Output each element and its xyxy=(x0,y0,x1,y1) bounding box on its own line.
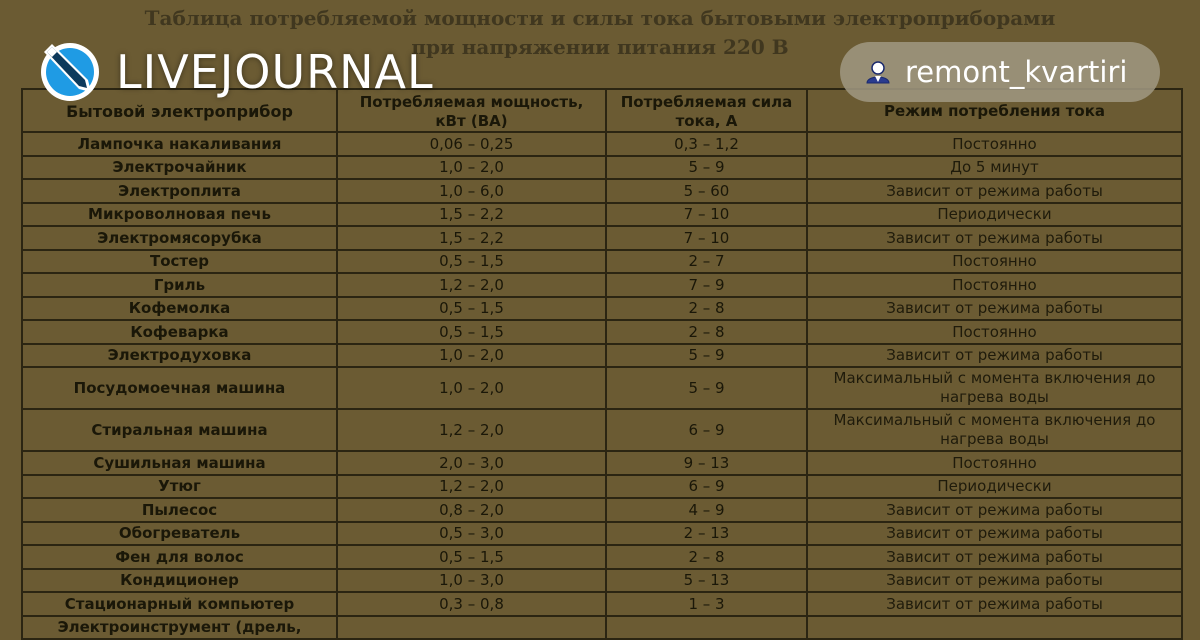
current-cell: 1 – 3 xyxy=(606,592,807,616)
power-cell: 1,0 – 6,0 xyxy=(337,179,606,203)
appliance-cell: Электроплита xyxy=(22,179,337,203)
table-row xyxy=(22,320,1182,344)
table-row xyxy=(22,156,1182,180)
header-current: Потребляемая сила тока, А xyxy=(606,89,807,132)
mode-cell: Зависит от режима работы xyxy=(807,297,1182,321)
power-cell: 0,5 – 1,5 xyxy=(337,545,606,569)
power-cell: 1,5 – 2,2 xyxy=(337,226,606,250)
mode-cell: Зависит от режима работы xyxy=(807,522,1182,546)
appliance-cell: Утюг xyxy=(22,475,337,499)
current-cell: 2 – 13 xyxy=(606,522,807,546)
appliance-cell: Кофемолка xyxy=(22,297,337,321)
mode-cell: Зависит от режима работы xyxy=(807,545,1182,569)
table-row xyxy=(22,203,1182,227)
current-cell: 5 – 13 xyxy=(606,569,807,593)
table-row xyxy=(22,545,1182,569)
power-cell xyxy=(337,616,606,640)
current-cell: 9 – 13 xyxy=(606,451,807,475)
power-cell: 1,5 – 2,2 xyxy=(337,203,606,227)
power-cell: 1,0 – 3,0 xyxy=(337,569,606,593)
table-row xyxy=(22,522,1182,546)
power-cell: 0,3 – 0,8 xyxy=(337,592,606,616)
appliance-cell: Обогреватель xyxy=(22,522,337,546)
current-cell: 7 – 10 xyxy=(606,203,807,227)
background-title-line1: Таблица потребляемой мощности и силы тока бытовыми электроприборами xyxy=(144,6,1056,30)
power-cell: 1,2 – 2,0 xyxy=(337,475,606,499)
table-row xyxy=(22,226,1182,250)
mode-cell: Зависит от режима работы xyxy=(807,498,1182,522)
background-title-line2: при напряжении питания 220 В xyxy=(411,35,789,59)
current-cell: 5 – 60 xyxy=(606,179,807,203)
mode-cell: Постоянно xyxy=(807,273,1182,297)
table-row xyxy=(22,498,1182,522)
current-cell: 2 – 8 xyxy=(606,297,807,321)
mode-cell: Постоянно xyxy=(807,132,1182,156)
appliance-cell: Стационарный компьютер xyxy=(22,592,337,616)
current-cell: 4 – 9 xyxy=(606,498,807,522)
current-cell: 6 – 9 xyxy=(606,409,807,451)
appliance-cell: Электромясорубка xyxy=(22,226,337,250)
appliance-cell: Пылесос xyxy=(22,498,337,522)
current-cell: 2 – 8 xyxy=(606,320,807,344)
mode-cell: Зависит от режима работы xyxy=(807,226,1182,250)
mode-cell: Зависит от режима работы xyxy=(807,569,1182,593)
current-cell: 7 – 9 xyxy=(606,273,807,297)
appliance-cell: Гриль xyxy=(22,273,337,297)
power-cell: 0,8 – 2,0 xyxy=(337,498,606,522)
current-cell: 7 – 10 xyxy=(606,226,807,250)
mode-cell: Максимальный с момента включения до нагрева воды xyxy=(807,367,1182,409)
power-cell: 1,2 – 2,0 xyxy=(337,273,606,297)
current-cell: 2 – 7 xyxy=(606,250,807,274)
appliance-cell: Электродуховка xyxy=(22,344,337,368)
power-cell: 1,0 – 2,0 xyxy=(337,367,606,409)
table-row xyxy=(22,616,1182,640)
appliance-cell: Сушильная машина xyxy=(22,451,337,475)
appliance-cell: Электрочайник xyxy=(22,156,337,180)
appliance-cell: Электроинструмент (дрель, xyxy=(22,616,337,640)
table-row xyxy=(22,132,1182,156)
author-link[interactable] xyxy=(840,42,1160,102)
mode-cell: Постоянно xyxy=(807,320,1182,344)
current-cell: 6 – 9 xyxy=(606,475,807,499)
username: remont_kvartiri xyxy=(905,55,1128,89)
current-cell: 5 – 9 xyxy=(606,367,807,409)
mode-cell: До 5 минут xyxy=(807,156,1182,180)
header-appliance: Бытовой электроприбор xyxy=(22,89,337,132)
power-cell: 0,5 – 3,0 xyxy=(337,522,606,546)
mode-cell: Зависит от режима работы xyxy=(807,592,1182,616)
table-row xyxy=(22,569,1182,593)
power-cell: 1,2 – 2,0 xyxy=(337,409,606,451)
appliance-cell: Лампочка накаливания xyxy=(22,132,337,156)
power-cell: 0,5 – 1,5 xyxy=(337,320,606,344)
power-cell: 1,0 – 2,0 xyxy=(337,344,606,368)
table-row xyxy=(22,592,1182,616)
table-row xyxy=(22,250,1182,274)
current-cell xyxy=(606,616,807,640)
user-icon xyxy=(865,59,891,85)
appliance-cell: Стиральная машина xyxy=(22,409,337,451)
power-cell: 1,0 – 2,0 xyxy=(337,156,606,180)
table-row xyxy=(22,179,1182,203)
brand-name: LIVEJOURNAL xyxy=(116,45,434,99)
mode-cell: Максимальный с момента включения до нагрева воды xyxy=(807,409,1182,451)
appliance-cell: Тостер xyxy=(22,250,337,274)
header-power: Потребляемая мощность, кВт (ВА) xyxy=(337,89,606,132)
current-cell: 0,3 – 1,2 xyxy=(606,132,807,156)
mode-cell: Зависит от режима работы xyxy=(807,179,1182,203)
power-cell: 0,5 – 1,5 xyxy=(337,250,606,274)
table-row xyxy=(22,367,1182,409)
table-body xyxy=(22,132,1182,639)
table-row xyxy=(22,344,1182,368)
mode-cell: Постоянно xyxy=(807,451,1182,475)
mode-cell xyxy=(807,616,1182,640)
appliance-cell: Микроволновая печь xyxy=(22,203,337,227)
appliance-cell: Кондиционер xyxy=(22,569,337,593)
power-cell: 0,06 – 0,25 xyxy=(337,132,606,156)
livejournal-logo[interactable] xyxy=(40,42,434,102)
mode-cell: Периодически xyxy=(807,475,1182,499)
mode-cell: Зависит от режима работы xyxy=(807,344,1182,368)
appliance-cell: Посудомоечная машина xyxy=(22,367,337,409)
mode-cell: Периодически xyxy=(807,203,1182,227)
livejournal-pencil-icon xyxy=(40,42,100,102)
mode-cell: Постоянно xyxy=(807,250,1182,274)
appliance-cell: Кофеварка xyxy=(22,320,337,344)
appliance-cell: Фен для волос xyxy=(22,545,337,569)
current-cell: 2 – 8 xyxy=(606,545,807,569)
power-cell: 0,5 – 1,5 xyxy=(337,297,606,321)
power-cell: 2,0 – 3,0 xyxy=(337,451,606,475)
power-consumption-table xyxy=(21,88,1183,640)
table-row xyxy=(22,451,1182,475)
table-row xyxy=(22,409,1182,451)
header-mode: Режим потребления тока xyxy=(807,89,1182,132)
table-row xyxy=(22,297,1182,321)
table-row xyxy=(22,475,1182,499)
current-cell: 5 – 9 xyxy=(606,344,807,368)
current-cell: 5 – 9 xyxy=(606,156,807,180)
table-row xyxy=(22,273,1182,297)
